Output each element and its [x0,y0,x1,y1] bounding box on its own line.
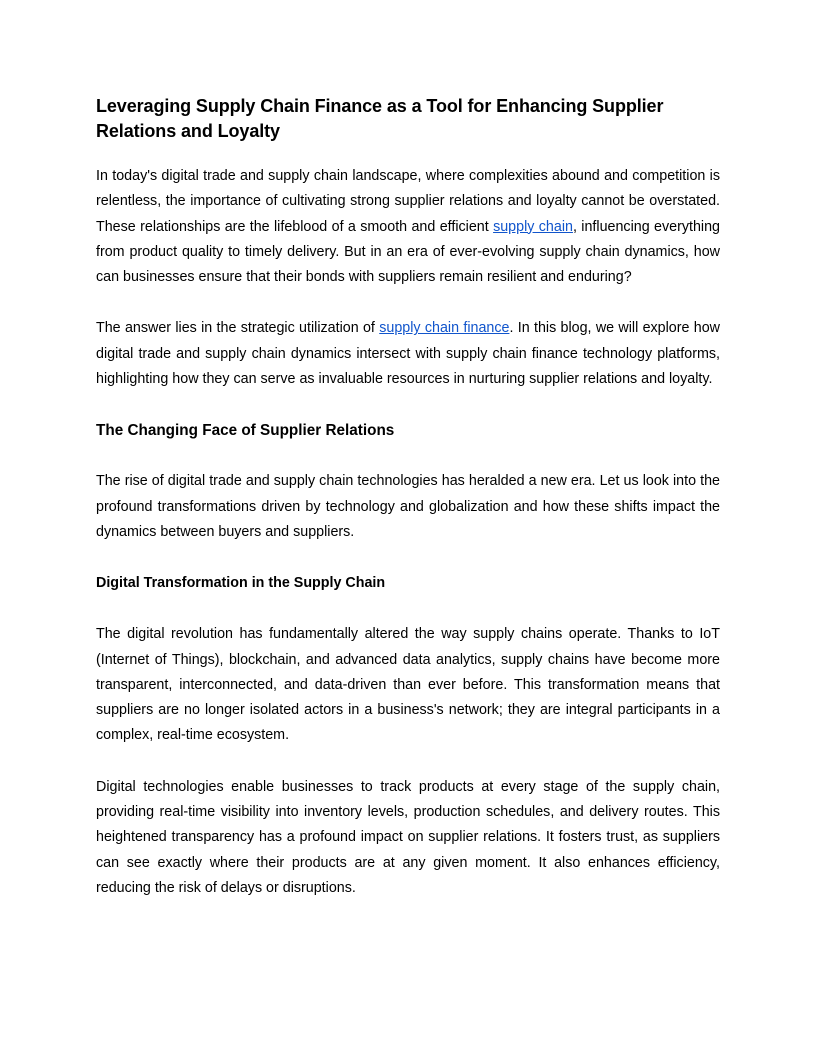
intro-p1-text-before: In today's digital trade and supply chain landscape, where complexities abound and competition is relentless, the importance of cultivating strong supplier relations and loyalty cannot be overstated. These relationships are the lifeblood of a smooth and efficient [96,168,720,235]
supply-chain-finance-link[interactable]: supply chain finance [379,320,510,337]
document-title: Leveraging Supply Chain Finance as a Tool for Enhancing Supplier Relations and Loyalty [96,96,664,141]
paragraph-spacer [96,392,720,418]
paragraph-spacer [96,290,720,316]
subsection1-paragraph-1: The digital revolution has fundamentally altered the way supply chains operate. Thanks to IoT (Internet of Things), blockchain, and advanced data analytics, supply chains have become more transparent, interconnected, and data-driven than ever before. This transformation means that suppliers are no longer isolated actors in a business's network; they are integral participants in a complex, real-time ecosystem. [96,626,720,744]
section1-paragraph-1: The rise of digital trade and supply chain technologies has heralded a new era. Let us look into the profound transformations driven by technology and globalization and how these shifts impact the dynamics between buyers and suppliers. [96,473,720,540]
section-heading-changing-face: The Changing Face of Supplier Relations [96,422,395,440]
paragraph-spacer [96,545,720,571]
subsection1-paragraph-2: Digital technologies enable businesses to track products at every stage of the supply chain, providing real-time visibility into inventory levels, production schedules, and delivery routes. This heightened transparency has a profound impact on supplier relations. It fosters trust, as suppliers can see exactly where their products are at any given moment. It also enhances efficiency, reducing the risk of delays or disruptions. [96,778,720,896]
intro-p2-text-before: The answer lies in the strategic utilization of [96,320,380,337]
intro-p1-text-after: , influencing everything from product quality to timely delivery. But in an era of ever-evolving supply chain dynamics, how can businesses ensure that their bonds with suppliers remain resilient and enduring? [96,218,720,286]
subsection-heading-digital-transformation: Digital Transformation in the Supply Chain [96,575,386,592]
intro-p2-text-after: . In this blog, we will explore how digital trade and supply chain dynamics intersect with supply chain finance technology platforms, highlighting how they can serve as invaluable resources in nurturing supplier relations and loyalty. [96,320,721,388]
intro-paragraph-1 [96,164,720,290]
paragraph-spacer [96,596,720,622]
paragraph-spacer [96,443,720,469]
paragraph-spacer [96,749,720,775]
supply-chain-link[interactable]: supply chain [493,218,573,235]
intro-paragraph-2 [96,316,720,392]
